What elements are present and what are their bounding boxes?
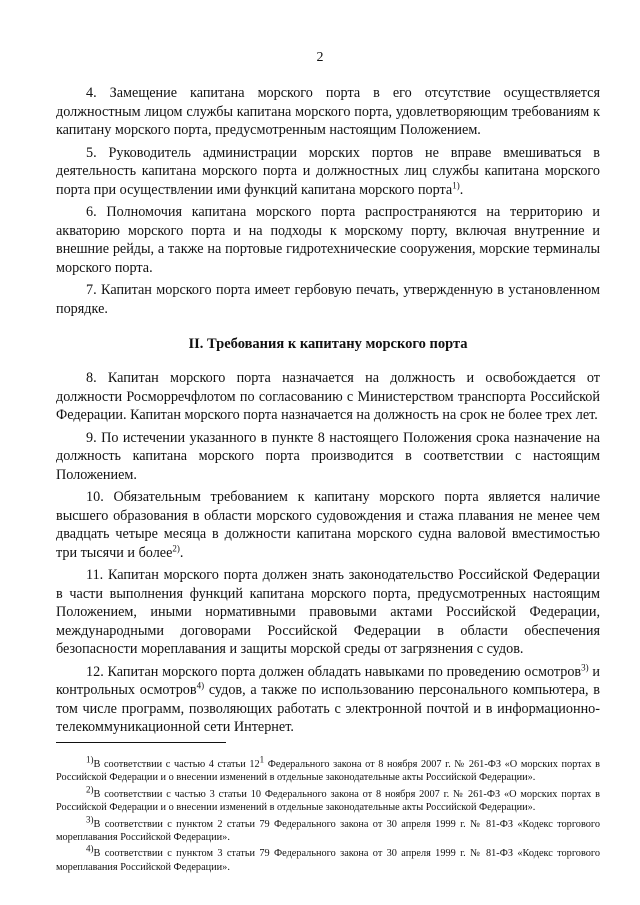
- paragraph-4-text: 4. Замещение капитана морского порта в его отсутствие осуществляется должностным лицом службы капитана морского порта, удовлетворяющим требованиям к капитану морского порта, предусмотренным настоящим Положением.: [56, 85, 600, 138]
- paragraph-4: [56, 84, 600, 140]
- footnote-2-text: В соответствии с частью 3 статьи 10 Федерального закона от 8 ноября 2007 г. № 261-ФЗ «О морских портах в Российской Федерации и о внесении изменений в отдельные законодательные акты Российской Федерации».: [56, 788, 600, 814]
- footnote-1: [56, 754, 600, 785]
- document-body: [56, 84, 600, 741]
- footnote-1-text-a: В соответствии с частью 4 статьи 12: [93, 759, 260, 770]
- paragraph-11-text: 11. Капитан морского порта должен знать законодательство Российской Федерации в части выполнения функций капитана морского порта, предусмотренных настоящим Положением, иными нормативными правовыми актами Российской Федерации, международными договорами Российской Федерации в области обеспечения безопасности мореплавания и защиты морской среды от загрязнения с судов.: [56, 567, 600, 657]
- paragraph-12-part2: и контрольных осмотров: [56, 663, 601, 698]
- footnote-1-text-b: Федерального закона от 8 ноября 2007 г. № 261-ФЗ «О морских портах в Российской Федерации и о внесении изменений в отдельные законодательные акты Российской Федерации».: [56, 759, 600, 784]
- footnote-ref-4: 4): [196, 680, 205, 691]
- footnote-2: [56, 784, 600, 815]
- paragraph-5: [56, 144, 600, 200]
- paragraph-8-text: 8. Капитан морского порта назначается на должность и освобождается от должности Росморречфлотом по согласованию с Министерством транспорта Российской Федерации. Капитан морского порта назначается на должность на срок не более трех лет.: [56, 370, 600, 423]
- footnote-1-mark: 1): [86, 754, 94, 765]
- footnote-ref-1: 1): [452, 179, 460, 190]
- paragraph-12: [56, 663, 600, 737]
- footnote-ref-2: 2): [172, 542, 180, 553]
- paragraph-6-text: 6. Полномочия капитана морского порта распространяются на территорию и акваторию морского порта и на подходы к морскому порту, включая внутренние и внешние рейды, а также на портовые гидротехнические сооружения, морские терминалы морского порта.: [56, 204, 600, 276]
- footnote-4-mark: 4): [86, 844, 94, 855]
- footnote-ref-3: 3): [581, 661, 589, 672]
- paragraph-10-text: 10. Обязательным требованием к капитану морского порта является наличие высшего образования в области морского судовождения и стажа плавания не менее чем двадцать четыре месяца в должности капитана морского судна валовой вместимостью три тысячи и более: [56, 489, 600, 561]
- paragraph-10: [56, 488, 600, 562]
- footnote-separator: [56, 742, 226, 743]
- paragraph-5-tail: .: [459, 181, 464, 198]
- paragraph-8: [56, 369, 600, 425]
- paragraph-12-part1: 12. Капитан морского порта должен обладать навыками по проведению осмотров: [86, 663, 582, 680]
- paragraph-11: [56, 566, 600, 659]
- footnote-1-sup: 1: [259, 754, 265, 765]
- paragraph-9-text: 9. По истечении указанного в пункте 8 настоящего Положения срока назначение на должность капитана морского порта производится в соответствии с настоящим Положением.: [56, 429, 600, 483]
- footnote-3-text: В соответствии с пунктом 2 статьи 79 Федерального закона от 30 апреля 1999 г. № 81-ФЗ «Кодекс торгового мореплавания Российской Федерации».: [56, 818, 600, 844]
- paragraph-12-part3: судов, а также по использованию персонального компьютера, в том числе программ, позволяющих работать с электронной почтой и в информационно-телекоммуникационной сети Интернет.: [56, 682, 601, 735]
- paragraph-6: [56, 203, 600, 277]
- footnotes: [56, 754, 600, 877]
- paragraph-7: [56, 281, 600, 318]
- paragraph-10-tail: .: [179, 544, 184, 561]
- page-number: 2: [316, 50, 324, 65]
- paragraph-5-text: 5. Руководитель администрации морских портов не вправе вмешиваться в деятельность капитана морского порта и должностных лиц службы капитана морского порта при осуществлении ими функций капитана морского порта: [56, 144, 600, 198]
- paragraph-7-text: 7. Капитан морского порта имеет гербовую печать, утвержденную в установленном порядке.: [56, 282, 600, 317]
- footnote-3: [56, 814, 600, 845]
- section-heading: II. Требования к капитану морского порта: [188, 336, 468, 352]
- footnote-2-mark: 2): [86, 784, 94, 795]
- footnote-3-mark: 3): [86, 814, 94, 825]
- paragraph-9: [56, 429, 600, 485]
- footnote-4-text: В соответствии с пунктом 3 статьи 79 Федерального закона от 30 апреля 1999 г. № 81-ФЗ «Кодекс торгового мореплавания Российской Федерации».: [56, 848, 600, 873]
- footnote-4: [56, 844, 600, 874]
